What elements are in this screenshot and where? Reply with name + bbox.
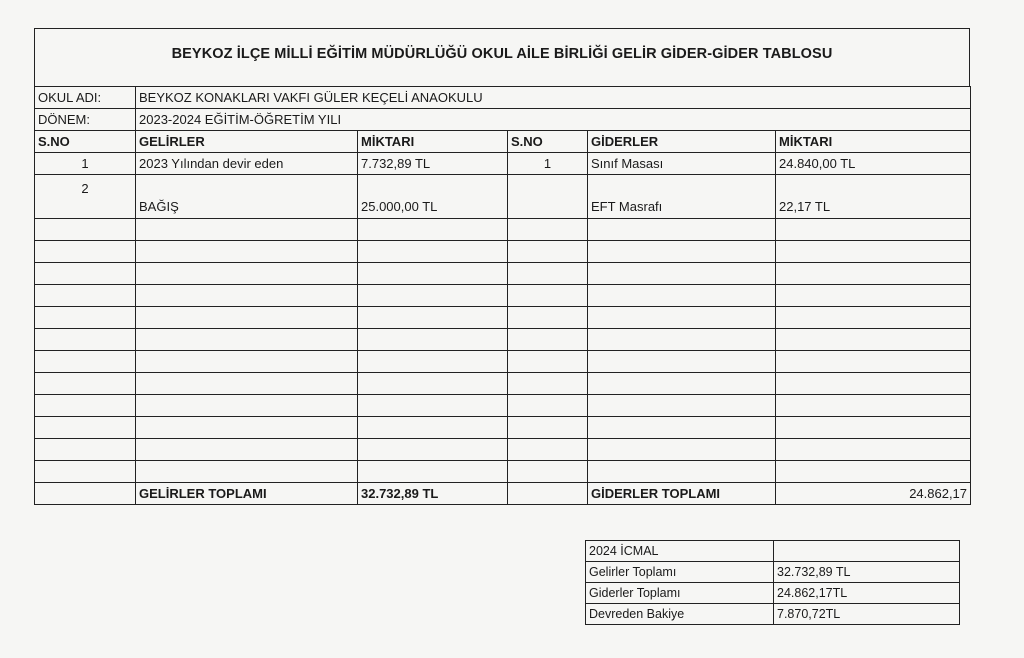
giderler-toplami-value: 24.862,17 [776,483,971,505]
row-gider: EFT Masrafı [588,175,776,219]
icmal-table [585,540,960,625]
empty-row [35,417,971,439]
income-expense-table [34,86,971,505]
header-giderler: GİDERLER [588,131,776,153]
giderler-toplami-label: GİDERLER TOPLAMI [588,483,776,505]
empty-row [35,263,971,285]
empty-row [35,307,971,329]
row-gelir-miktar: 7.732,89 TL [358,153,508,175]
table-row [35,153,971,175]
header-gider-miktari: MİKTARI [776,131,971,153]
icmal-header-row [586,541,960,562]
header-sno: S.NO [35,131,136,153]
empty-row [35,329,971,351]
header-gelir-miktari: MİKTARI [358,131,508,153]
row-gider-miktar: 24.840,00 TL [776,153,971,175]
school-name-label: OKUL ADI: [35,87,136,109]
school-name-row [35,87,971,109]
row-sno-2: 1 [508,153,588,175]
gelirler-toplami-label: GELİRLER TOPLAMI [136,483,358,505]
icmal-gelirler-label: Gelirler Toplamı [586,562,774,583]
empty-row [35,373,971,395]
row-sno: 2 [35,175,136,219]
empty-row [35,219,971,241]
icmal-row [586,604,960,625]
empty-row [35,285,971,307]
icmal-gelirler-value: 32.732,89 TL [774,562,960,583]
row-gider: Sınıf Masası [588,153,776,175]
icmal-bakiye-value: 7.870,72TL [774,604,960,625]
icmal-title: 2024 İCMAL [586,541,774,562]
header-row [35,131,971,153]
period-row [35,109,971,131]
row-gider-miktar: 22,17 TL [776,175,971,219]
period-label: DÖNEM: [35,109,136,131]
row-gelir: 2023 Yılından devir eden [136,153,358,175]
totals-row [35,483,971,505]
icmal-giderler-label: Giderler Toplamı [586,583,774,604]
empty-row [35,395,971,417]
document-title: BEYKOZ İLÇE MİLLİ EĞİTİM MÜDÜRLÜĞÜ OKUL AİLE BİRLİĞİ GELİR GİDER-GİDER TABLOSU [171,46,833,62]
row-gelir-miktar: 25.000,00 TL [358,175,508,219]
empty-row [35,461,971,483]
icmal-row [586,562,960,583]
school-name-value: BEYKOZ KONAKLARI VAKFI GÜLER KEÇELİ ANAOKULU [136,87,971,109]
header-gelirler: GELİRLER [136,131,358,153]
period-value: 2023-2024 EĞİTİM-ÖĞRETİM YILI [136,109,971,131]
row-sno-2 [508,175,588,219]
empty-row [35,439,971,461]
icmal-giderler-value: 24.862,17TL [774,583,960,604]
icmal-bakiye-label: Devreden Bakiye [586,604,774,625]
empty-row [35,241,971,263]
header-sno-2: S.NO [508,131,588,153]
row-sno: 1 [35,153,136,175]
row-gelir: BAĞIŞ [136,175,358,219]
empty-row [35,351,971,373]
table-row [35,175,971,219]
gelirler-toplami-value: 32.732,89 TL [358,483,508,505]
icmal-row [586,583,960,604]
